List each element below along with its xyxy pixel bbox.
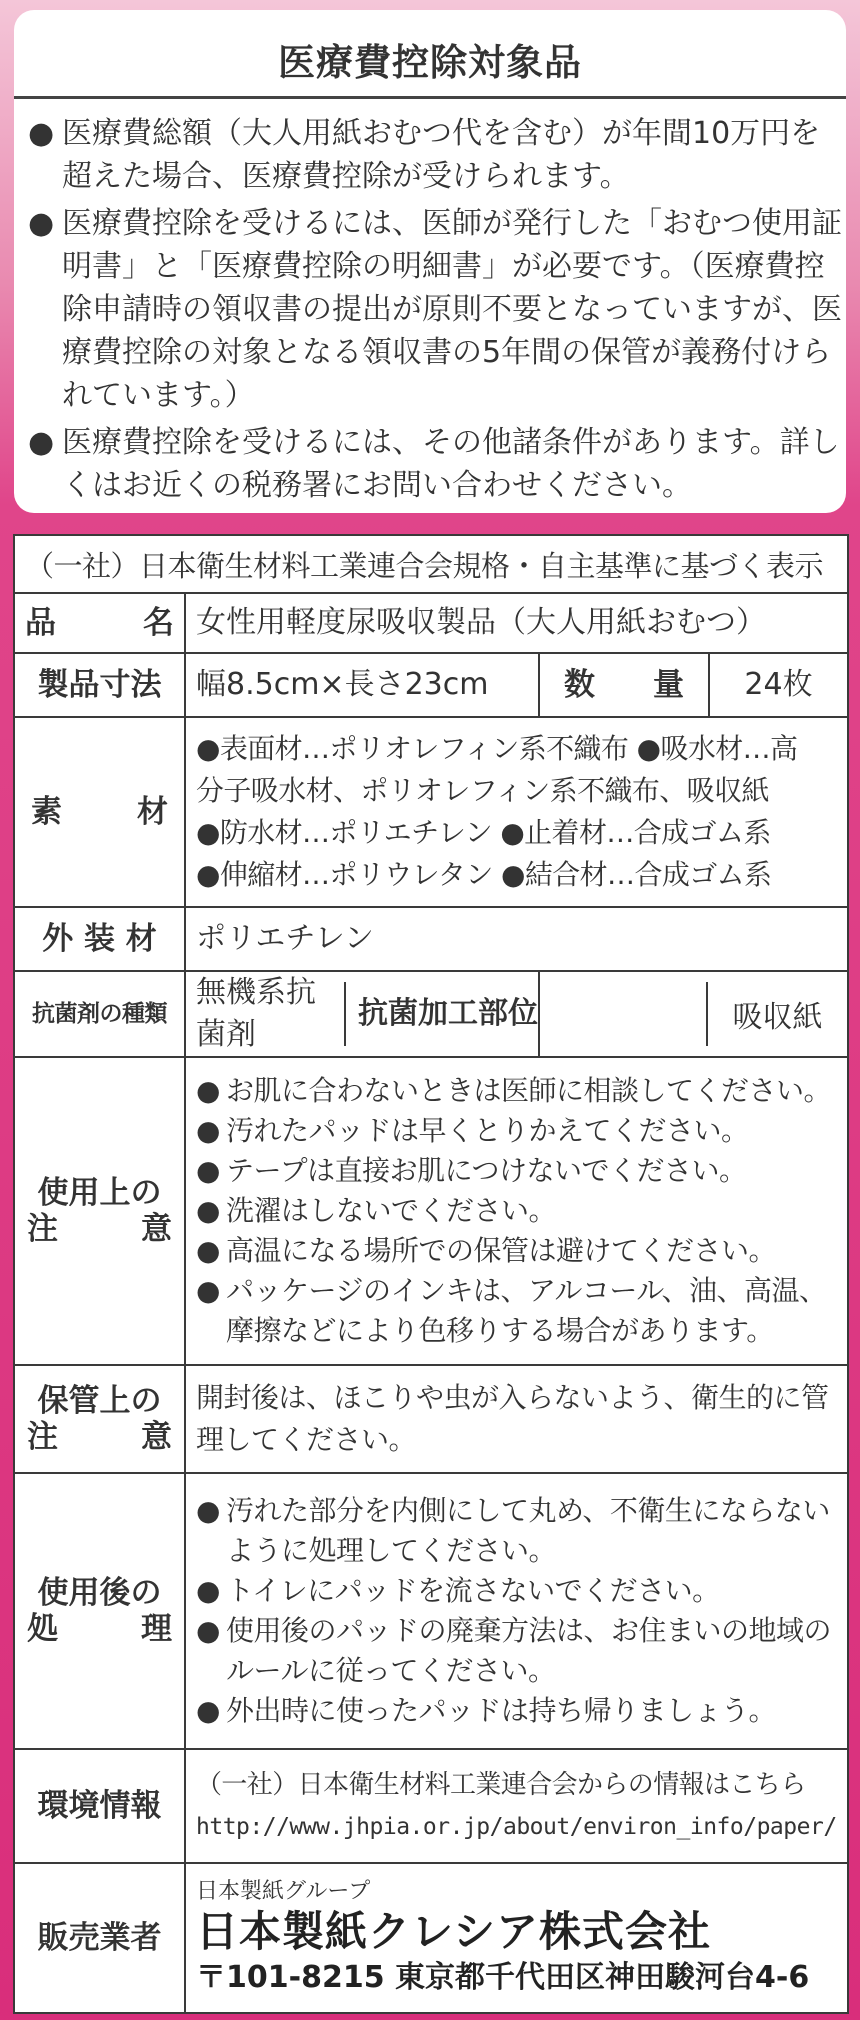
packaging-value: ポリエチレン: [185, 907, 848, 971]
bullet-icon: ●: [28, 206, 55, 241]
list-item: ● 使用後のパッドの廃棄方法は、お住まいの地域のルールに従ってください。: [196, 1611, 837, 1691]
list-item: ● 汚れた部分を内側にして丸め、不衛生にならないように処理してください。: [196, 1491, 837, 1571]
table-row: [14, 907, 848, 971]
packaging-label: 外 装 材: [14, 907, 185, 971]
table-row: [14, 1365, 848, 1473]
table-row: [14, 653, 848, 717]
quantity-value: 24枚: [709, 653, 848, 717]
table-row: [14, 1057, 848, 1365]
bullet-icon: ●: [196, 1074, 220, 1107]
product-name-label: 品 名: [25, 605, 174, 641]
usage-caution-label: 使用上の 注 意: [27, 1175, 172, 1247]
deduction-list: [28, 112, 843, 511]
storage-caution-value: 開封後は、ほこりや虫が入らないよう、衛生的に管理してください。: [185, 1365, 848, 1473]
antibacterial-label: 抗菌剤の種類: [14, 971, 185, 1057]
bullet-icon: ●: [28, 425, 55, 460]
antibacterial-value: 無機系抗菌剤: [196, 975, 316, 1052]
table-row: [14, 717, 848, 907]
table-row: [14, 971, 848, 1057]
quantity-label: 数 量: [564, 667, 684, 703]
deduction-item: ● 医療費控除を受けるには、医師が発行した「おむつ使用証明書」と「医療費控除の明細書」が必要です。（医療費控除申請時の領収書の提出が原則不要となっていますが、医療費控除の対象となる領収書の5年間の保管が義務付けられています。）: [28, 202, 843, 417]
bullet-icon: ●: [196, 1154, 220, 1187]
bullet-icon: ●: [196, 1114, 220, 1147]
material-value: ●表面材…ポリオレフィン系不織布 ●吸水材…高 分子吸水材、ポリオレフィン系不織布、吸収紙 ●防水材…ポリエチレン ●止着材…合成ゴム系 ●伸縮材…ポリウレタン ●結合材…合成ゴム系: [185, 717, 848, 907]
size-value: 幅8.5cm×長さ23cm: [185, 653, 539, 717]
list-item: ● 高温になる場所での保管は避けてください。: [196, 1231, 837, 1271]
bullet-icon: ●: [196, 1574, 220, 1607]
seller-company: 日本製紙クレシア株式会社: [196, 1907, 711, 1956]
deduction-item: ● 医療費控除を受けるには、その他諸条件があります。詳しくはお近くの税務署にお問い合わせください。: [28, 421, 843, 507]
table-row: [14, 1863, 848, 2013]
seller-address: 〒101-8215 東京都千代田区神田駿河台4-6: [196, 1960, 810, 1995]
table-header-row: [14, 535, 848, 593]
seller-label: 販売業者: [14, 1863, 185, 2013]
table-row: [14, 593, 848, 653]
bullet-icon: ●: [28, 116, 55, 151]
antibacterial-part-value: 吸収紙: [706, 982, 847, 1046]
size-label: 製品寸法: [14, 653, 185, 717]
disposal-label: 使用後の 処 理: [27, 1575, 172, 1647]
list-item: ● 汚れたパッドは早くとりかえてください。: [196, 1111, 837, 1151]
product-name-value: 女性用軽度尿吸収製品（大人用紙おむつ）: [185, 593, 848, 653]
bullet-icon: ●: [196, 1614, 220, 1647]
bullet-icon: ●: [196, 1274, 220, 1307]
bullet-icon: ●: [196, 1194, 220, 1227]
product-spec-table: [13, 534, 849, 2014]
spec-header: （一社）日本衛生材料工業連合会規格・自主基準に基づく表示: [14, 535, 848, 593]
bullet-icon: ●: [196, 1494, 220, 1527]
list-item: ● トイレにパッドを流さないでください。: [196, 1571, 837, 1611]
list-item: ● お肌に合わないときは医師に相談してください。: [196, 1071, 837, 1111]
title-divider: [14, 96, 846, 99]
table-row: [14, 1749, 848, 1863]
environment-text: （一社）日本衛生材料工業連合会からの情報はこちら: [196, 1770, 806, 1800]
seller-group: 日本製紙グループ: [196, 1879, 371, 1904]
list-item: ● 洗濯はしないでください。: [196, 1191, 837, 1231]
list-item: ● テープは直接お肌につけないでください。: [196, 1151, 837, 1191]
bullet-icon: ●: [196, 1694, 220, 1727]
material-label: 素 材: [31, 794, 168, 830]
table-row: [14, 1473, 848, 1749]
medical-deduction-box: [14, 10, 846, 513]
storage-caution-label: 保管上の 注 意: [27, 1383, 172, 1455]
environment-label: 環境情報: [14, 1749, 185, 1863]
environment-url[interactable]: http://www.jhpia.or.jp/about/environ_info/paper/: [196, 1814, 837, 1840]
bullet-icon: ●: [196, 1234, 220, 1267]
list-item: ● パッケージのインキは、アルコール、油、高温、摩擦などにより色移りする場合があります。: [196, 1271, 837, 1351]
deduction-title: 医療費控除対象品: [278, 41, 582, 84]
usage-caution-list: [185, 1057, 848, 1365]
deduction-item: ● 医療費総額（大人用紙おむつ代を含む）が年間10万円を超えた場合、医療費控除が受けられます。: [28, 112, 843, 198]
disposal-list: [185, 1473, 848, 1749]
antibacterial-part-label: 抗菌加工部位: [344, 982, 538, 1046]
list-item: ● 外出時に使ったパッドは持ち帰りましょう。: [196, 1691, 837, 1731]
